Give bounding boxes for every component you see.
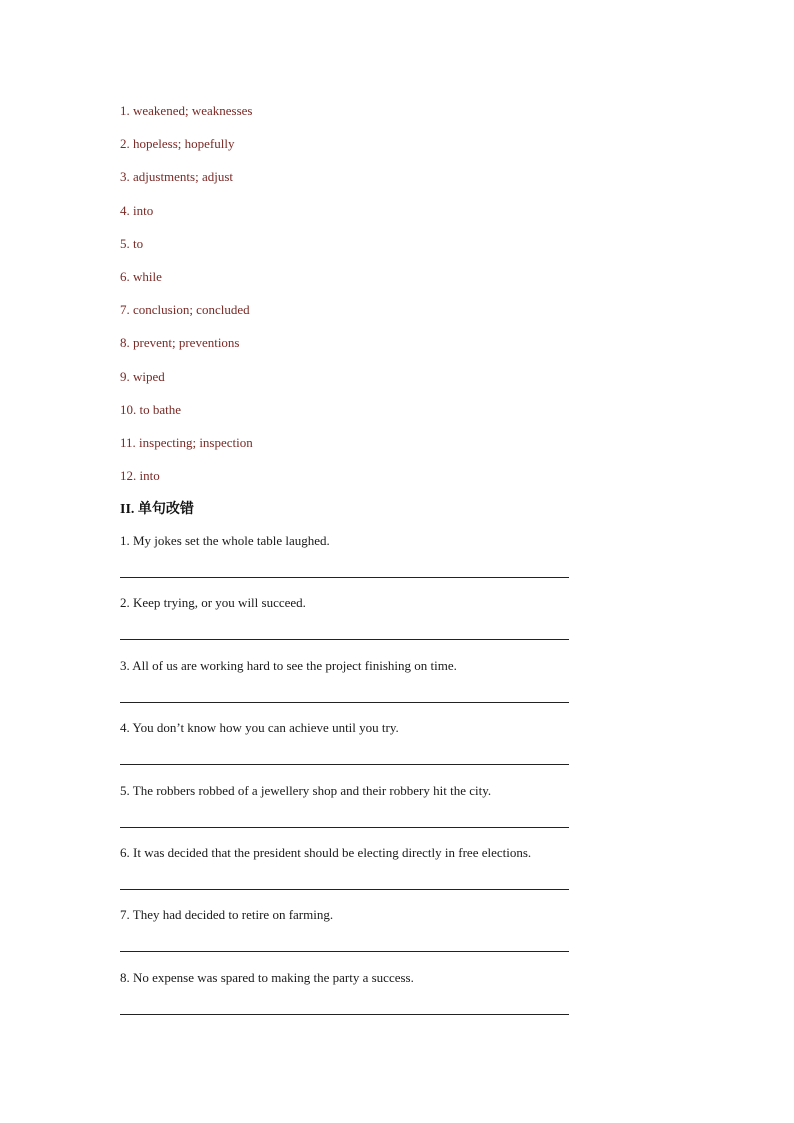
section-title: II. 单句改错 (120, 502, 194, 517)
answer-item-11: 11. inspecting; inspection (120, 434, 253, 450)
answer-key-list (120, 102, 253, 500)
question-text: 6. It was decided that the president should be electing directly in free elections. (120, 844, 532, 860)
question-item-5 (120, 782, 570, 844)
answer-item-12: 12. into (120, 468, 160, 484)
question-text: 3. All of us are working hard to see the project finishing on time. (120, 657, 457, 673)
answer-blank-line[interactable] (120, 951, 569, 952)
answer-blank-line[interactable] (120, 764, 569, 765)
answer-blank-line[interactable] (120, 889, 569, 890)
answer-item-1: 1. weakened; weaknesses (120, 103, 253, 118)
answer-item-3: 3. adjustments; adjust (120, 169, 234, 185)
answer-item-6: 6. while (120, 268, 162, 284)
answer-item-2: 2. hopeless; hopefully (120, 136, 235, 152)
question-item-3 (120, 657, 570, 719)
question-text: 1. My jokes set the whole table laughed. (120, 533, 330, 548)
answer-blank-line[interactable] (120, 827, 569, 828)
answer-item-10: 10. to bathe (120, 401, 182, 417)
correction-question-list (120, 532, 570, 1031)
answer-item-9: 9. wiped (120, 368, 165, 384)
answer-blank-line[interactable] (120, 702, 569, 703)
question-item-7 (120, 906, 570, 968)
question-text: 4. You don’t know how you can achieve until you try. (120, 720, 399, 736)
answer-item-8: 8. prevent; preventions (120, 335, 240, 351)
question-item-8 (120, 969, 570, 1031)
answer-blank-line[interactable] (120, 1014, 569, 1015)
question-text: 2. Keep trying, or you will succeed. (120, 595, 306, 611)
question-item-6 (120, 844, 570, 906)
question-text: 5. The robbers robbed of a jewellery shop and their robbery hit the city. (120, 782, 492, 798)
question-text: 8. No expense was spared to making the party a success. (120, 969, 414, 985)
question-item-2 (120, 594, 570, 656)
answer-blank-line[interactable] (120, 639, 569, 640)
answer-item-7: 7. conclusion; concluded (120, 302, 250, 318)
question-item-4 (120, 719, 570, 781)
answer-item-4: 4. into (120, 202, 154, 218)
question-item-1 (120, 532, 570, 594)
answer-blank-line[interactable] (120, 577, 569, 578)
answer-item-5: 5. to (120, 235, 144, 251)
question-text: 7. They had decided to retire on farming. (120, 907, 334, 923)
